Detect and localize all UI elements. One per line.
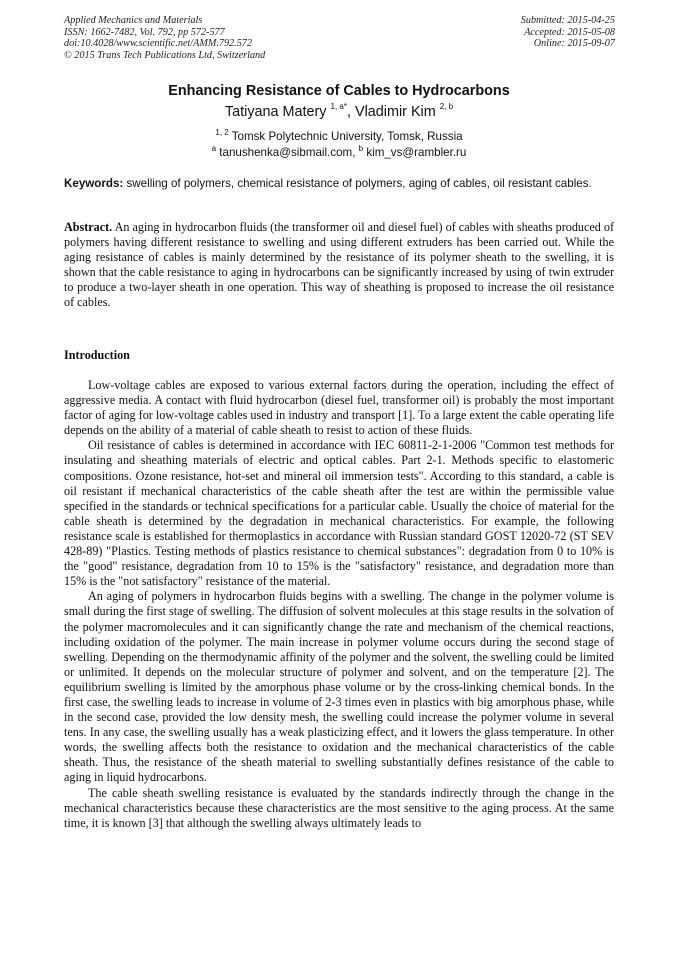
- affiliation: [0, 130, 678, 143]
- abstract-label: Abstract.: [64, 220, 113, 234]
- paragraph: An aging of polymers in hydrocarbon fluids begins with a swelling. The change in the polymer volume is small during the first stage of swelling. The diffusion of solvent molecules at this stage results in the solvation of the polymer macromolecules and it can significantly change the rate and mechanism of the chemical reactions, including oxidation of the polymer. The main increase in polymer volume occurs during the second stage of swelling. Depending on the thermodynamic affinity of the polymer and the solvent, the swelling could be limited or unlimited. It depends on the molecular structure of polymer and solvent, and on the temperature [2]. The equilibrium swelling is limited by the amorphous phase volume or by the cross-linking chemical bonds. In the first case, the swelling leads to increase in volume of 2-3 times even in plastics with big amorphous phase, while in the second case, provided the low density mesh, the swelling could increase the polymer volume in several tens. In any case, the swelling usually has a weak plasticizing effect, and it lowers the glass temperature. In other words, the swelling affects both the resistance to oxidation and the mechanical characteristics of the cable sheath. Thus, the resistance of the sheath material to swelling substantially defines resistance of the cable to aging in liquid hydrocarbons.: [64, 589, 614, 785]
- date-online: Online: 2015-09-07: [533, 38, 615, 49]
- paragraph: Oil resistance of cables is determined in accordance with IEC 60811-2-1-2006 "Common test methods for insulating and sheathing materials of electric and optical cables. Part 2-1. Methods specific to elastomeric compositions. Ozone resistance, hot-set and mineral oil immersion tests". According to this standard, a cable is oil resistant if mechanical characteristics of the cable sheath after the test are within the permissible value specified in the standards or technical specifications for a particular cable. Usually the choice of material for the cable sheath is determined by the degradation in mechanical characteristics. For example, the following resistance scale is established for thermoplastics in accordance with Russian standard GOST 12020-72 (ST SEV 428-89) "Plastics. Testing methods of plastics resistance to chemical substances": degradation from 0 to 10% is the "good" resistance, degradation from 10 to 15% is the "satisfactory" resistance, and degradation more than 15% is the "not satisfactory" resistance of the material.: [64, 438, 614, 589]
- journal-doi[interactable]: doi:10.4028/www.scientific.net/AMM.792.572: [64, 38, 252, 49]
- email-superscript: a: [211, 144, 217, 153]
- author-line: [0, 104, 678, 120]
- affiliation-superscript: 1, 2: [215, 128, 229, 137]
- keywords-block: [64, 176, 613, 192]
- date-submitted: Submitted: 2015-04-25: [520, 15, 615, 26]
- date-accepted: Accepted: 2015-05-08: [524, 26, 615, 38]
- keywords-text: swelling of polymers, chemical resistance of polymers, aging of cables, oil resistant cables.: [123, 177, 592, 190]
- email-superscript: b: [358, 144, 364, 153]
- section-heading: Introduction: [64, 348, 130, 362]
- paper-title: Enhancing Resistance of Cables to Hydrocarbons: [168, 83, 510, 99]
- email-link[interactable]: kim_vs@rambler.ru: [363, 146, 467, 159]
- journal-copyright: © 2015 Trans Tech Publications Ltd, Switzerland: [64, 49, 266, 61]
- abstract-text: An aging in hydrocarbon fluids (the transformer oil and diesel fuel) of cables with sheaths produced of polymers having different resistance to swelling and using different extruders has been carried out. While the aging resistance of cables is mainly determined by the resistance of its polymer sheath to the swelling, it is shown that the cable resistance to aging in hydrocarbons can be significantly increased by using of twin extruder to produce a two-layer sheath in one operation. This way of sheathing is proposed to increase the oil resistance of cables.: [64, 220, 614, 310]
- paragraph: Low-voltage cables are exposed to various external factors during the operation, including the effect of aggressive media. A contact with fluid hydrocarbon (diesel fuel, transformer oil) is probably the most important factor of aging for low-voltage cables used in industry and transport [1]. To a large extent the cable operating life depends on the ability of a material of cable sheath to resist to action of these fluids.: [64, 378, 614, 438]
- affiliation-text: Tomsk Polytechnic University, Tomsk, Russia: [228, 130, 463, 143]
- introduction-body: [64, 378, 614, 831]
- author-superscript: 1, a*: [330, 102, 347, 111]
- journal-info: [64, 15, 265, 61]
- paragraph: The cable sheath swelling resistance is evaluated by the standards indirectly through the change in the mechanical characteristics because these characteristics are the most sensitive to the aging process. At the same time, it is known [3] that although the swelling always ultimately leads to: [64, 785, 614, 830]
- journal-name: Applied Mechanics and Materials: [64, 15, 203, 26]
- author-separator: ,: [346, 104, 355, 120]
- email-link[interactable]: tanushenka@sibmail.com,: [216, 146, 359, 159]
- author-name: Vladimir Kim: [354, 104, 436, 120]
- journal-issn: ISSN: 1662-7482, Vol. 792, pp 572-577: [64, 26, 225, 38]
- abstract-block: [64, 220, 614, 311]
- keywords-label: Keywords:: [64, 177, 124, 190]
- author-superscript: 2, b: [439, 102, 454, 111]
- author-emails: [0, 146, 678, 159]
- publication-dates: [521, 15, 615, 50]
- author-name: Tatiyana Matery: [224, 104, 327, 120]
